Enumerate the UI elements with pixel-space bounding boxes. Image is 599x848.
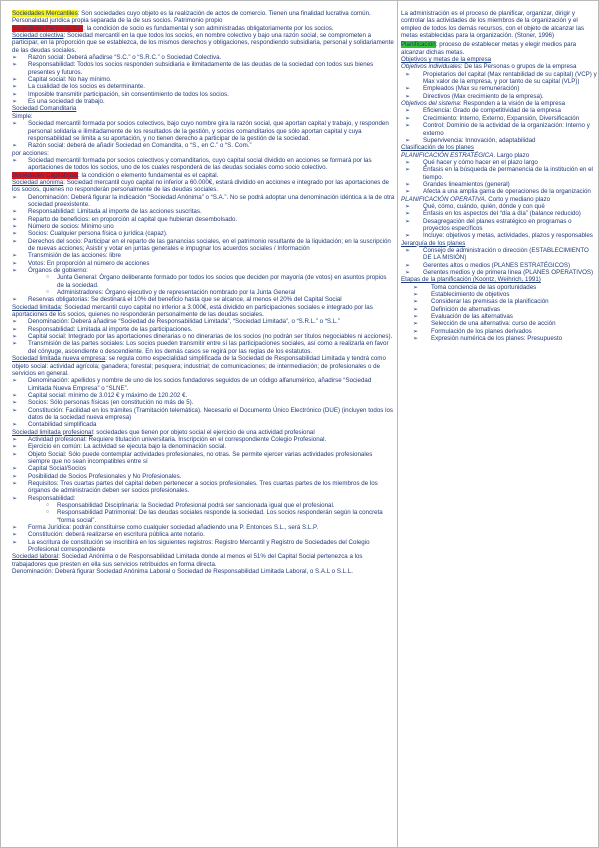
term-heading: Sociedad Comanditaria xyxy=(12,105,77,113)
left-note-bullet xyxy=(12,120,395,142)
left-note-bullet xyxy=(12,465,395,472)
right-note-bullet xyxy=(401,218,598,233)
text-content: Grandes lineamientos (general) xyxy=(423,180,510,188)
text-content: : Sociedad mercantil cuyo capital no inferior a 3.000€, está dividido en participaciones sociales e integrado por las aportaciones de los socios, quienes no responderán personalmente de las deudas sociales. xyxy=(12,303,373,319)
text-content: Socios: Cualquier persona física o jurídica (capaz). xyxy=(28,230,168,238)
text-content: : sociedades que tienen por objeto social el ejercicio de una actividad profesional xyxy=(92,428,315,436)
term-heading: PLANIFICACIÓN ESTRATÉGICA xyxy=(401,151,494,159)
right-note-bullet xyxy=(401,320,598,327)
text-content: Establecimiento de objetivos xyxy=(431,291,510,299)
text-content: Denominación: apellidos y nombre de uno de los socios fundadores seguidos de un código alfanumérico, añadirse “Sociedad Limitada Nueva Empresa” o “SLNE”. xyxy=(28,377,372,392)
term-heading: Sociedades Mercantiles xyxy=(12,10,78,17)
left-note-bullet xyxy=(12,216,395,223)
right-note-bullet xyxy=(401,210,598,217)
left-note-paragraph xyxy=(12,150,395,157)
left-note-bullet xyxy=(12,194,395,209)
right-note-bullet xyxy=(401,313,598,320)
text-content: : Sociedad mercantil en la que todos los socios, en nombre colectivo y bajo una razón social, se comprometen a participar, en la proporción que se establezca, de los mismos derechos y obligaciones, respondiendo subsidiaria, personal y solidariamente de las deudas sociales. xyxy=(12,32,394,54)
left-note-bullet xyxy=(12,392,395,399)
text-content: Reparto de beneficios: en proporción al capital que hubieran desembolsado. xyxy=(28,215,238,223)
right-note-bullet xyxy=(401,188,598,195)
left-note-bullet xyxy=(12,326,395,333)
left-note-paragraph xyxy=(12,172,395,179)
right-note-bullet xyxy=(401,291,598,298)
text-content: : Son sociedades cuyo objeto es la realización de actos de comercio. Tienen una finalidad lucrativa común. Personalidad jurídica propia separada de la de sus socios. Patrimonio propio xyxy=(12,10,371,25)
left-note-bullet xyxy=(12,260,395,267)
left-note-bullet xyxy=(12,473,395,480)
term-heading: Sociedad anónima xyxy=(12,178,64,186)
term-heading: Sociedad limitada xyxy=(12,303,61,311)
left-note-bullet xyxy=(12,377,395,392)
left-note-bullet xyxy=(12,340,395,355)
left-note-bullet xyxy=(12,76,395,83)
right-note-bullet xyxy=(401,284,598,291)
text-content: La cualidad de los socios es determinante. xyxy=(28,83,145,91)
text-content: Selección de una alternativa: curso de acción xyxy=(431,320,556,328)
text-content: Considerar las premisas de la planificación xyxy=(431,298,549,306)
left-note-bullet xyxy=(12,539,395,554)
left-note-bullet xyxy=(12,54,395,61)
text-content: Requisitos: Tres cuartas partes del capital deben pertenecer a socios profesionales. Tres cuartas partes de los miembros de los órganos de administración deben ser socios profesionales. xyxy=(28,480,378,495)
right-note-bullet xyxy=(401,328,598,335)
left-note-bullet xyxy=(12,223,395,230)
text-content: Posibilidad de Socios Profesionales y No Profesionales. xyxy=(28,472,182,480)
text-content: Junta General: Órgano deliberante formado por todos los socios que deciden por mayoría (de votos) en asuntos propios de la sociedad. xyxy=(57,274,387,289)
text-content: Reservas obligatorias: Se destinará el 10% del beneficio hasta que se alcance, al menos el 20% del Capital Social xyxy=(28,296,342,304)
left-note-bullet xyxy=(12,267,395,274)
left-note-bullet xyxy=(12,238,395,253)
text-content: Constitución: Facilidad en los trámites (Tramitación telemática). Necesario el Documento Único Electrónico (DUE) (incluyen todos los datos de la sociedad nueva empresa) xyxy=(28,406,393,421)
right-note-bullet xyxy=(401,247,598,262)
left-note-bullet xyxy=(12,252,395,259)
right-note-bullet xyxy=(401,107,598,114)
right-note-bullet xyxy=(401,269,598,276)
term-heading: Sociedad limitada profesional xyxy=(12,428,93,436)
text-content: Formulación de los planes derivados xyxy=(431,327,532,335)
left-note-bullet xyxy=(12,436,395,443)
right-note-bullet xyxy=(401,335,598,342)
left-note-bullet xyxy=(12,91,395,98)
text-content: La escritura de constitución se inscribirá en los siguientes registros: Registro Mercantil y Registro de Sociedades del Colegio Profesional correspondiente xyxy=(28,538,370,554)
right-note-paragraph xyxy=(401,63,598,70)
text-content: Expresión numérica de los planes: Presupuesto xyxy=(431,335,563,343)
left-note-paragraph xyxy=(12,553,395,568)
text-content: : De las Personas o grupos de la empresa xyxy=(460,63,577,71)
text-content: Crecimiento: Interno, Externo, Expansión, Diversificación xyxy=(423,114,580,122)
term-heading: Objetivos del sistema xyxy=(401,100,460,108)
text-content: Consejo de administración o dirección (ESTABLECIMIENTO DE LA MISIÓN) xyxy=(423,247,589,262)
text-content: : la condición de socio es fundamental y son administradas obligatoriamente por los socios. xyxy=(83,24,334,32)
text-content: Es una sociedad de trabajo. xyxy=(28,98,105,106)
text-content: Derechos del socio: Participar en el reparto de las ganancias sociales, en el patrimonio resultante de la liquidación; en la suscripción de nuevas acciones; Asistir y votar en juntas generales e impugnar los acuerdos sociales / Información xyxy=(28,237,391,252)
term-heading: Jerarquía de los planes xyxy=(401,239,466,247)
right-note-paragraph xyxy=(401,10,598,39)
left-note-paragraph xyxy=(12,105,395,112)
right-note-bullet xyxy=(401,298,598,305)
text-content: : Responden a la visión de la empresa xyxy=(459,100,566,108)
right-note-bullet xyxy=(401,71,598,86)
right-note-paragraph xyxy=(401,152,598,159)
text-content: Denominación: Deberá figurar la indicación “Sociedad Anónima” o “S.A.”. No se podrá adoptar una denominación idéntica a la de otra sociedad preexistente. xyxy=(28,193,395,208)
left-note-bullet xyxy=(12,443,395,450)
term-heading: PLANIFICACIÓN OPERATIVA xyxy=(401,195,485,203)
right-note-paragraph xyxy=(401,196,598,203)
text-content: Responsabilidad Disciplinaria: la Sociedad Profesional podrá ser sancionada igual que el profesional. xyxy=(57,502,335,510)
right-note-paragraph xyxy=(401,240,598,247)
text-content: Responsabilidad: Todos los socios responden subsidiaria e ilimitadamente de las deudas de la sociedad con todos sus bienes presentes y futuros. xyxy=(28,61,374,76)
left-note-bullet xyxy=(12,296,395,303)
text-content: Votos: En proporción al número de acciones xyxy=(28,259,150,267)
text-content: Responsabilidad: Limitada al importe de las acciones suscritas. xyxy=(28,208,202,216)
left-note-bullet xyxy=(12,208,395,215)
text-content: : Sociedad mercantil cuyo capital no inferior a 60.000€, estará dividido en acciones e integrado por las aportaciones de los socios, quienes no responderán personalmente de las deudas sociales. xyxy=(12,178,389,194)
left-note-bullet xyxy=(12,531,395,538)
text-content: Control: Dominio de la actividad de la organización: Interno y externo xyxy=(423,122,590,137)
term-heading: Clasificación de los planes xyxy=(401,144,474,152)
text-content: : proceso de establecer metas y elegir medios para alcanzar dichas metas. xyxy=(401,41,577,56)
text-content: Incluye: objetivos y metas, actividades, plazos y responsables xyxy=(423,232,593,240)
text-content: . Corto y mediano plazo xyxy=(484,195,551,203)
text-content: Transmisión de las partes sociales: Los socios pueden transmitir entre sí las participaciones sociales, así como a realizarla en favor del cónyuge, ascendiente o descendiente. En los demás casos se regirá por las reglas de los estatutos. xyxy=(28,340,389,355)
text-content: Toma conciencia de las oportunidades xyxy=(431,283,537,291)
right-note-paragraph xyxy=(401,276,598,283)
text-content: Supervivencia: Innovación, adaptabilidad xyxy=(423,136,536,144)
text-content: Énfasis en los aspectos del “día a día” (balance reducido) xyxy=(423,210,581,218)
left-note-bullet xyxy=(12,333,395,340)
left-note-paragraph xyxy=(12,25,395,32)
left-note-bullet xyxy=(12,495,395,502)
text-content: Evaluación de las alternativas xyxy=(431,313,513,321)
left-note-bullet xyxy=(12,407,395,422)
term-heading: Sociedad limitada nueva empresa xyxy=(12,355,106,363)
text-content: Contabilidad simplificada xyxy=(28,421,97,429)
text-content: Simple: xyxy=(12,112,33,120)
left-note-bullet xyxy=(12,230,395,237)
text-content: Imposible transmitir participación, sin consentimiento de todos los socios. xyxy=(28,90,229,98)
right-note-paragraph xyxy=(401,56,598,63)
text-content: Responsabilidad: Limitada al importe de las participaciones. xyxy=(28,325,193,333)
text-content: por acciones: xyxy=(12,149,49,157)
left-note-paragraph xyxy=(12,179,395,194)
left-note-bullet xyxy=(12,274,395,289)
text-content: La administración es el proceso de planificar, organizar, dirigir y controlar las actividades de los miembros de la organización y el empleo de todos los demás recursos, con el objeto de alcanzar las metas establecidas para la organización. (Stoner, 1996) xyxy=(401,10,584,40)
left-note-bullet xyxy=(12,399,395,406)
text-content: . Largo plazo xyxy=(493,151,530,159)
left-note-bullet xyxy=(12,421,395,428)
text-content: Forma Jurídica: podrán constituirse como cualquier sociedad añadiendo una P. Entonces S.L., será S.L.P. xyxy=(28,524,319,532)
right-note-bullet xyxy=(401,122,598,137)
text-content: Eficiencia: Grado de competitividad de la empresa xyxy=(423,107,561,115)
right-note-bullet xyxy=(401,166,598,181)
right-note-paragraph xyxy=(401,100,598,107)
text-content: Administradores: Órgano ejecutivo y de representación nombrado por la Junta General xyxy=(57,289,296,297)
left-note-paragraph xyxy=(12,304,395,319)
left-note-paragraph xyxy=(12,113,395,120)
text-content: Denominación: Deberá figurar Sociedad Anónima Laboral o Sociedad de Responsabilidad Limitada Laboral, o S.A.L o S.L.L. xyxy=(12,568,353,576)
text-content: Capital social: mínimo de 3.012 € y máximo de 120.202 €. xyxy=(28,391,188,399)
right-note-bullet xyxy=(401,115,598,122)
text-content: Responsabilidad Patrimonial: De las deudas sociales responde la sociedad. Los socios responderán según la concreta “forma social”. xyxy=(57,509,383,524)
text-content: Denominación: Deberá añadirse “Sociedad de Responsabilidad Limitada”, “Sociedad Limitada”, o “S.R.L.” o “S.L.” xyxy=(28,318,340,326)
text-content: Transmisión de las acciones: libre xyxy=(28,252,121,260)
text-content: Definición de alternativas xyxy=(431,305,501,313)
left-note-bullet xyxy=(12,480,395,495)
text-content: Constitución: deberá realizarse en escritura pública ante notario. xyxy=(28,531,205,539)
left-note-bullet xyxy=(12,318,395,325)
term-heading: Objetivos y metas de la empresa xyxy=(401,56,492,64)
text-content: Número de socios: Mínimo uno xyxy=(28,222,114,230)
term-heading: Sociedades Capitalistas xyxy=(12,171,79,179)
term-heading: Sociedad laboral xyxy=(12,553,59,561)
text-content: Razón social: deberá de añadir Sociedad en Comandita, o “S., en C.” o “S. Com.” xyxy=(28,142,252,150)
left-note-bullet xyxy=(12,451,395,466)
term-heading: Planificación xyxy=(401,41,436,49)
right-note-paragraph xyxy=(401,41,598,56)
text-content: Sociedad mercantil formada por socios colectivos y comanditarios, cuyo capital social dividido en acciones se formará por las aportaciones de todos los socios, uno de los cuales responderá de las deudas sociales como socio colectivo. xyxy=(28,156,372,172)
text-content: Capital social: No hay mínimo. xyxy=(28,76,112,84)
text-content: Qué, cómo, cuándo, quién, dónde y con qué xyxy=(423,202,545,210)
text-content: Capital social: Integrado por las aportaciones dinerarias o no dinerarias de los socios (no podrán ser títulos negociables ni acciones). xyxy=(28,333,393,341)
text-content: : la condición o elemento fundamental es el capital. xyxy=(78,171,219,179)
right-note-bullet xyxy=(401,262,598,269)
text-content: Socios: Sólo personas físicas (en constitución no más de 5). xyxy=(28,399,194,407)
left-note-bullet xyxy=(12,142,395,149)
text-content: Capital Social/Socios xyxy=(28,465,87,473)
left-note-bullet xyxy=(12,509,395,524)
left-note-bullet xyxy=(12,502,395,509)
text-content: Responsabilidad: xyxy=(28,494,76,502)
right-note-bullet xyxy=(401,181,598,188)
text-content: Empleados (Max su remuneración) xyxy=(423,85,520,93)
left-note-paragraph xyxy=(12,429,395,436)
right-note-bullet xyxy=(401,306,598,313)
left-note-paragraph xyxy=(12,355,395,377)
text-content: Ejercicio en común: La actividad se ejecuta bajo la denominación social. xyxy=(28,443,227,451)
text-content: : Sociedad Anónima o de Responsabilidad Limitada donde al menos el 51% del Capital Social pertenezca a los trabajadores que presten en ella sus servicios retribuidos en forma directa. xyxy=(12,553,363,568)
left-note-paragraph xyxy=(12,568,395,575)
text-content: Órganos de gobierno: xyxy=(28,267,88,275)
text-content: Gerentes medios y de primera línea (PLANES OPERATIVOS) xyxy=(423,269,594,277)
term-heading: Objetivos individuales xyxy=(401,63,461,71)
text-content: Gerentes altos o medios (PLANES ESTRATÉGICOS) xyxy=(423,261,571,269)
text-content: Actividad profesional: Requiere titulación universitaria. Inscripción en el correspondiente Colegio Profesional. xyxy=(28,435,327,443)
text-content: Qué hacer y cómo hacer en el plazo largo xyxy=(423,158,538,166)
text-content: Afecta a una amplia gama de operaciones de la organización xyxy=(423,188,591,196)
text-content: Propietarios del capital (Max rentabilidad de su capital) (VCP) y Max valor de la empresa, y por tanto de su capital (VLP)) xyxy=(423,70,597,86)
text-content: Desagregación del planes estratégico en programas o proyectos específicos xyxy=(423,217,572,232)
left-note-paragraph xyxy=(12,32,395,54)
left-note-bullet xyxy=(12,157,395,172)
term-heading: Sociedad colectiva xyxy=(12,32,64,40)
text-content: : se regula como especialidad simplificada de la Sociedad de Responsabilidad Limitada y tendrá como objeto social: actividad agrícola; ganadera; forestal; pesquera; industrial; de comunicaciones; de intermediación; de profesionales o de servicios en general. xyxy=(12,355,386,377)
left-note-bullet xyxy=(12,83,395,90)
right-note-bullet xyxy=(401,93,598,100)
left-note-bullet xyxy=(12,524,395,531)
right-note-bullet xyxy=(401,203,598,210)
left-note-paragraph xyxy=(12,10,395,25)
left-note-bullet xyxy=(12,61,395,76)
right-note-bullet xyxy=(401,159,598,166)
right-note-bullet xyxy=(401,85,598,92)
term-heading: Etapas de la planificación (Koontz, Weihrich, 1991) xyxy=(401,276,541,284)
left-note-bullet xyxy=(12,289,395,296)
text-content: Énfasis en la búsqueda de permanencia de la institución en el tiempo. xyxy=(423,166,593,181)
left-note-bullet xyxy=(12,98,395,105)
right-column-planning xyxy=(398,1,599,847)
text-content: Directivos (Max crecimiento de la empresa). xyxy=(423,92,544,100)
right-note-bullet xyxy=(401,137,598,144)
term-heading: Sociedades Personalistas xyxy=(12,24,84,32)
left-column-business-entities xyxy=(1,1,398,847)
text-content: Objeto Social: Sólo puede contemplar actividades profesionales, no otras. Se permite ejercer varias actividades profesionales siempre que no sean incompatibles entre sí xyxy=(28,450,373,465)
right-note-bullet xyxy=(401,232,598,239)
text-content: Razón social: Deberá añadirse “S.C.” o “S.R.C.” o Sociedad Colectiva. xyxy=(28,54,222,62)
text-content: Sociedad mercantil formada por socios colectivos, bajo cuyo nombre gira la razón social, que aportan capital y trabajo, y responden personal solidaria e ilimitadamente de los resultados de la gestión, y socios comanditarios que sólo aportan capital y cuya responsabilidad se limita a su aportación, y no tienen derecho a participar de la gestión de la sociedad. xyxy=(28,120,389,142)
right-note-paragraph xyxy=(401,144,598,151)
